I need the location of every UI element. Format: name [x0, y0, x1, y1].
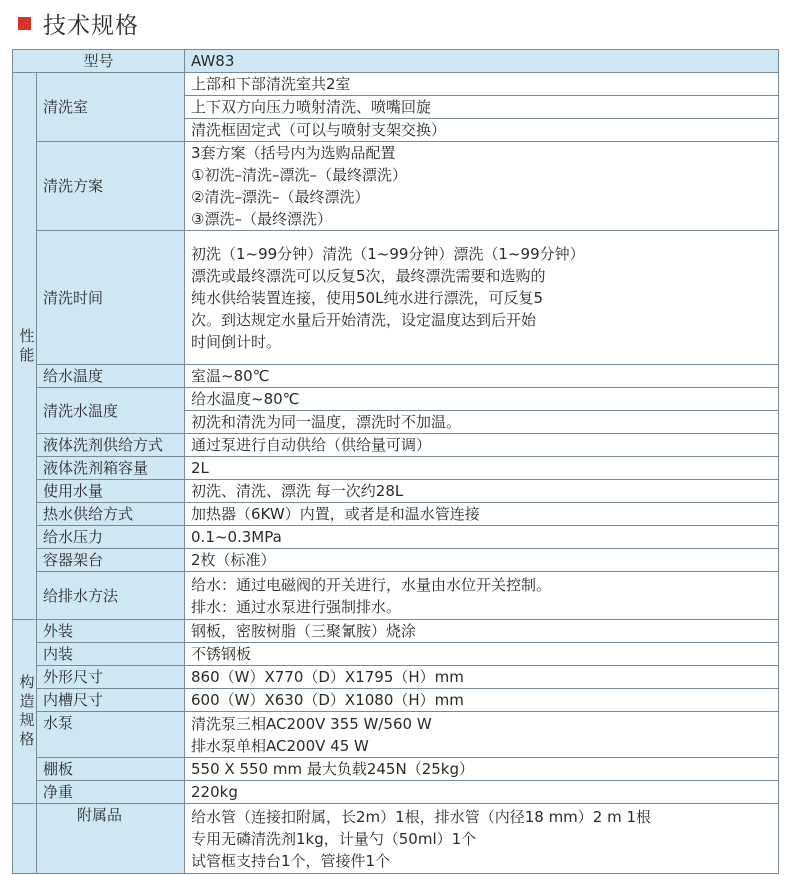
wash-scheme-line-2: ①初洗–清洗–漂洗–（最终漂洗）: [191, 166, 407, 184]
label-hot-water: 热水供给方式: [37, 503, 185, 526]
detergent-tank-value: 2L: [185, 457, 779, 480]
spec-table: [12, 49, 779, 874]
table-row: [13, 457, 779, 480]
table-row: [13, 231, 779, 365]
wash-time-value: [185, 231, 779, 365]
inner-dim-value: 600（W）X630（D）X1080（H）mm: [185, 689, 779, 712]
water-method-line-1: 给水：通过电磁阀的开关进行，水量由水位开关控制。: [191, 575, 552, 594]
category-construction: 构造规格: [13, 620, 37, 804]
shelf-value: 550 X 550 mm 最大负载245N（25kg）: [185, 758, 779, 781]
table-row: [13, 480, 779, 503]
accessories-line-1: 给水管（连接扣附属，长2m）1根，排水管（内径18 mm）2 m 1根: [191, 807, 652, 826]
water-method-line-2: 排水：通过水泵进行强制排水。: [191, 597, 402, 616]
model-value: AW83: [185, 50, 779, 73]
table-row: [13, 142, 779, 231]
accessories-value: [185, 804, 779, 874]
table-row: [13, 388, 779, 411]
wash-water-temp-line-1: 给水温度~80℃: [185, 388, 779, 411]
label-detergent-supply: 液体洗剂供给方式: [37, 434, 185, 457]
rack-value: 2枚（标准）: [185, 549, 779, 572]
table-row: [13, 666, 779, 689]
supply-temp-value: 室温~80℃: [185, 365, 779, 388]
model-label: 型号: [13, 50, 185, 73]
label-rack: 容器架台: [37, 549, 185, 572]
water-method-value: [185, 572, 779, 620]
table-row: [13, 503, 779, 526]
label-shelf: 棚板: [37, 758, 185, 781]
label-wash-scheme: 清洗方案: [37, 142, 185, 231]
category-performance: 性能: [13, 73, 37, 620]
wash-water-temp-line-2: 初洗和清洗为同一温度，漂洗时不加温。: [185, 411, 779, 434]
label-pump: 水泵: [37, 712, 185, 758]
wash-time-line-1: 初洗（1~99分钟）清洗（1~99分钟）漂洗（1~99分钟）: [191, 244, 585, 263]
label-detergent-tank: 液体洗剂箱容量: [37, 457, 185, 480]
wash-chamber-line-1: 上部和下部清洗室共2室: [185, 73, 779, 96]
label-water-usage: 使用水量: [37, 480, 185, 503]
table-row: [13, 549, 779, 572]
detergent-supply-value: 通过泵进行自动供给（供给量可调）: [185, 434, 779, 457]
table-header-row: [13, 50, 779, 73]
accessories-line-2: 专用无磷清洗剂1kg，计量勺（50ml）1个: [191, 829, 477, 848]
label-accessories: 附属品: [37, 804, 185, 874]
outer-dim-value: 860（W）X770（D）X1795（H）mm: [185, 666, 779, 689]
table-row: [13, 365, 779, 388]
hot-water-value: 加热器（6KW）内置，或者是和温水管连接: [185, 503, 779, 526]
table-row: [13, 689, 779, 712]
table-row: [13, 804, 779, 874]
table-row: [13, 73, 779, 96]
table-row: [13, 434, 779, 457]
label-inner-dim: 内槽尺寸: [37, 689, 185, 712]
wash-time-line-5: 时间倒计时。: [191, 332, 282, 351]
title-bar: [18, 10, 139, 39]
supply-pressure-value: 0.1~0.3MPa: [185, 526, 779, 549]
category-blank: [13, 804, 37, 874]
wash-scheme-line-4: ③漂洗–（最终漂洗）: [191, 210, 332, 228]
wash-chamber-line-2: 上下双方向压力喷射清洗、喷嘴回旋: [185, 96, 779, 119]
pump-value: [185, 712, 779, 758]
weight-value: 220kg: [185, 781, 779, 804]
pump-line-1: 清洗泵三相AC200V 355 W/560 W: [191, 714, 432, 733]
table-row: [13, 781, 779, 804]
title-marker-icon: [18, 17, 31, 30]
pump-line-2: 排水泵单相AC200V 45 W: [191, 736, 369, 755]
wash-time-line-4: 次。到达规定水量后开始清洗，设定温度达到后开始: [191, 310, 537, 329]
page-title: 技术规格: [43, 12, 139, 39]
label-wash-chamber: 清洗室: [37, 73, 185, 142]
label-outer-dim: 外形尺寸: [37, 666, 185, 689]
wash-chamber-line-3: 清洗框固定式（可以与喷射支架交换）: [185, 119, 779, 142]
water-usage-value: 初洗、清洗、漂洗 每一次约28L: [185, 480, 779, 503]
label-exterior: 外装: [37, 620, 185, 643]
label-supply-temp: 给水温度: [37, 365, 185, 388]
table-row: [13, 572, 779, 620]
wash-time-line-2: 漂洗或最终漂洗可以反复5次，最终漂洗需要和选购的: [191, 266, 546, 285]
wash-scheme-value: [185, 142, 779, 231]
table-row: [13, 758, 779, 781]
wash-scheme-line-3: ②清洗–漂洗–（最终漂洗）: [191, 188, 370, 206]
accessories-line-3: 试管框支持台1个，管接件1个: [191, 851, 391, 870]
label-wash-time: 清洗时间: [37, 231, 185, 365]
wash-scheme-line-1: 3套方案（括号内为选购品配置: [191, 144, 396, 162]
exterior-value: 钢板，密胺树脂（三聚氰胺）烧涂: [185, 620, 779, 643]
interior-value: 不锈钢板: [185, 643, 779, 666]
table-row: [13, 526, 779, 549]
table-row: [13, 643, 779, 666]
table-row: [13, 712, 779, 758]
wash-time-line-3: 纯水供给装置连接，使用50L纯水进行漂洗，可反复5: [191, 288, 544, 307]
label-wash-water-temp: 清洗水温度: [37, 388, 185, 434]
table-row: [13, 620, 779, 643]
label-interior: 内装: [37, 643, 185, 666]
label-weight: 净重: [37, 781, 185, 804]
label-supply-pressure: 给水压力: [37, 526, 185, 549]
label-water-method: 给排水方法: [37, 572, 185, 620]
